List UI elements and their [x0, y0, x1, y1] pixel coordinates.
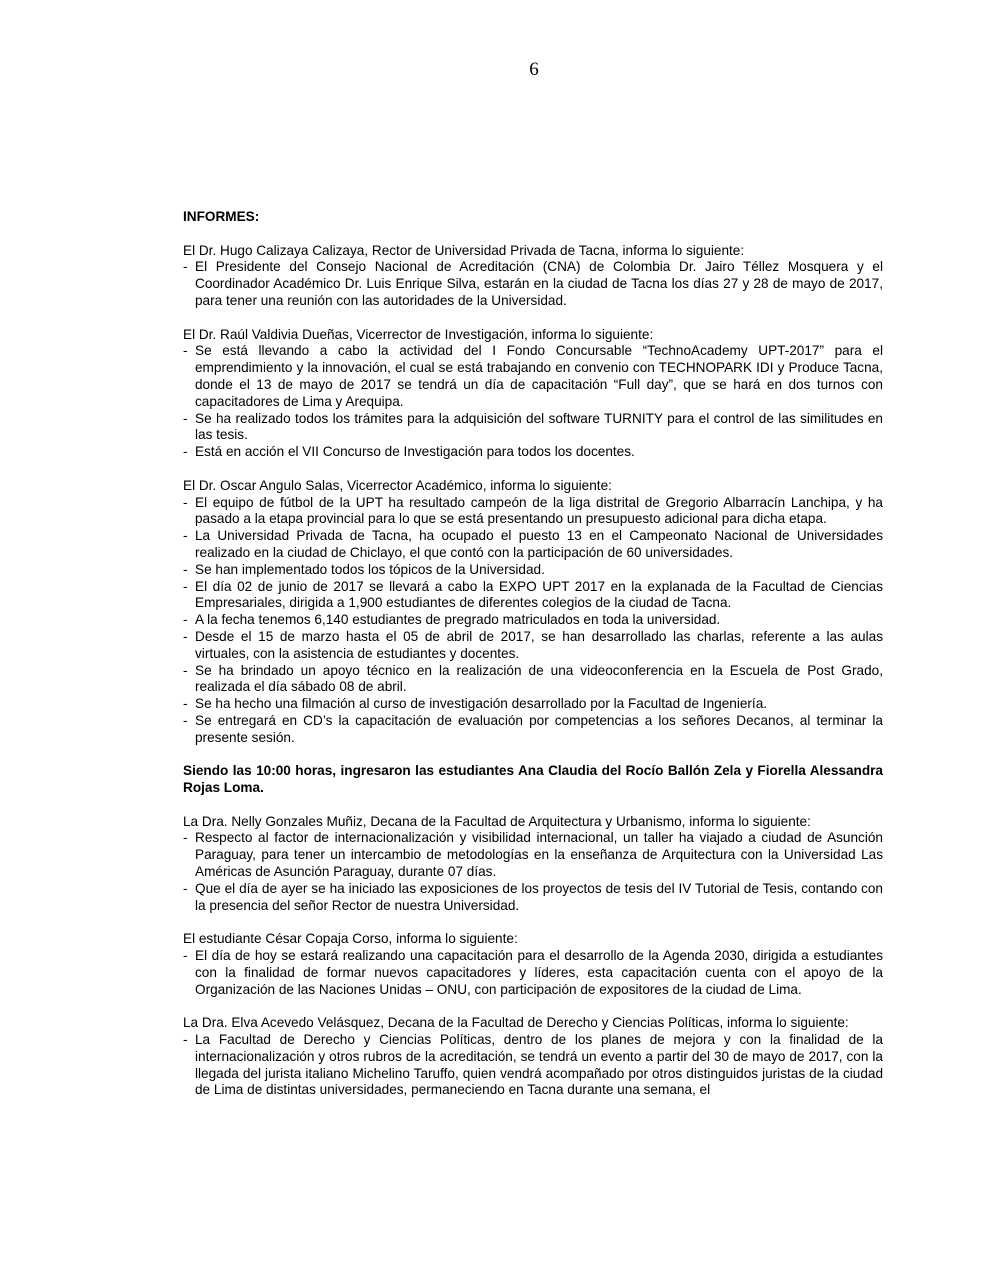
report-vicerrector-academico [183, 478, 883, 747]
report-decana-arquitectura [183, 814, 883, 915]
report-intro: El Dr. Raúl Valdivia Dueñas, Vicerrector de Investigación, informa lo siguiente: [183, 326, 654, 342]
report-items [183, 1032, 883, 1099]
list-item: - Respecto al factor de internacionalización y visibilidad internacional, un taller ha viajado a ciudad de Asunción Paraguay, para tener un intercambio de metodologías en la enseñanza de Arquitectura con la Universidad Las Américas de Asunción Paraguay, durante 07 días. [183, 830, 883, 880]
report-intro: El Dr. Hugo Calizaya Calizaya, Rector de Universidad Privada de Tacna, informa lo siguiente: [183, 242, 745, 258]
report-items [183, 259, 883, 309]
section-heading: INFORMES: [183, 209, 260, 224]
list-item: - Se ha hecho una filmación al curso de investigación desarrollado por la Facultad de Ingeniería. [183, 696, 768, 712]
report-intro: La Dra. Elva Acevedo Velásquez, Decana de la Facultad de Derecho y Ciencias Políticas, informa lo siguiente: [183, 1015, 849, 1031]
list-item: - Se está llevando a cabo la actividad del I Fondo Concursable “TechnoAcademy UPT-2017” para el emprendimiento y la innovación, el cual se está trabajando en convenio con TECHNOPARK IDI y Produce Tacna, donde el 13 de mayo de 2017 se tendrá un día de capacitación “Full day”, que se hará en dos turnos con capacitadores de Lima y Arequipa. [183, 343, 883, 409]
list-item: - Está en acción el VII Concurso de Investigación para todos los docentes. [183, 444, 635, 460]
report-estudiante [183, 931, 883, 998]
list-item: - El equipo de fútbol de la UPT ha resultado campeón de la liga distrital de Gregorio Albarracín Lanchipa, y ha pasado a la etapa provincial para lo que se está presentando un presupuesto adicional para dicha etapa. [183, 494, 883, 527]
list-item: - La Universidad Privada de Tacna, ha ocupado el puesto 13 en el Campeonato Nacional de Universidades realizado en la ciudad de Chiclayo, el que contó con la participación de 60 universidades. [183, 528, 883, 560]
list-item: - Se entregará en CD’s la capacitación de evaluación por competencias a los señores Decanos, al terminar la presente sesión. [183, 712, 883, 745]
list-item: - El día 02 de junio de 2017 se llevará a cabo la EXPO UPT 2017 en la explanada de la Facultad de Ciencias Empresariales, dirigida a 1,900 estudiantes de diferentes colegios de la ciudad de Tacna. [183, 578, 883, 611]
report-items [183, 343, 883, 461]
page-number: 6 [529, 59, 539, 80]
report-rector [183, 243, 883, 310]
list-item: - A la fecha tenemos 6,140 estudiantes de pregrado matriculados en toda la universidad. [183, 612, 721, 628]
bold-notice: Siendo las 10:00 horas, ingresaron las estudiantes Ana Claudia del Rocío Ballón Zela y Fiorella Alessandra Rojas Loma. [183, 763, 883, 796]
report-vicerrector-investigacion [183, 327, 883, 461]
list-item: - Se han implementado todos los tópicos de la Universidad. [183, 561, 545, 577]
report-items [183, 948, 883, 998]
list-item: - El día de hoy se estará realizando una capacitación para el desarrollo de la Agenda 2030, dirigida a estudiantes con la finalidad de formar nuevos capacitadores y líderes, esta capacitación cuenta con el apoyo de la Organización de las Naciones Unidas – ONU, con participación de expositores de la ciudad de Lima. [183, 948, 883, 997]
report-items [183, 830, 883, 914]
list-item: - La Facultad de Derecho y Ciencias Políticas, dentro de los planes de mejora y con la finalidad de la internacionalización y otros rubros de la acreditación, se tendrá un evento a partir del 30 de mayo de 2017, con la llegada del jurista italiano Michelino Taruffo, quien vendrá acompañado por otros distinguidos juristas de la ciudad de Lima de distintas universidades, permaneciendo en Tacna durante una semana, el [183, 1032, 883, 1098]
list-item: - El Presidente del Consejo Nacional de Acreditación (CNA) de Colombia Dr. Jairo Téllez Mosquera y el Coordinador Académico Dr. Luis Enrique Silva, estarán en la ciudad de Tacna los días 27 y 28 de mayo de 2017, para tener una reunión con las autoridades de la Universidad. [183, 259, 883, 308]
report-items [183, 495, 883, 747]
report-intro: El estudiante César Copaja Corso, informa lo siguiente: [183, 931, 518, 947]
list-item: - Que el día de ayer se ha iniciado las exposiciones de los proyectos de tesis del IV Tutorial de Tesis, contando con la presencia del señor Rector de nuestra Universidad. [183, 880, 883, 913]
report-decana-derecho [183, 1015, 883, 1099]
document-body [183, 209, 883, 1116]
list-item: - Desde el 15 de marzo hasta el 05 de abril de 2017, se han desarrollado las charlas, referente a las aulas virtuales, con la asistencia de estudiantes y docentes. [183, 628, 883, 661]
report-intro: El Dr. Oscar Angulo Salas, Vicerrector Académico, informa lo siguiente: [183, 477, 612, 493]
list-item: - Se ha brindado un apoyo técnico en la realización de una videoconferencia en la Escuela de Post Grado, realizada el día sábado 08 de abril. [183, 662, 883, 695]
list-item: - Se ha realizado todos los trámites para la adquisición del software TURNITY para el control de las similitudes en las tesis. [183, 410, 883, 443]
report-intro: La Dra. Nelly Gonzales Muñiz, Decana de la Facultad de Arquitectura y Urbanismo, informa lo siguiente: [183, 813, 811, 829]
